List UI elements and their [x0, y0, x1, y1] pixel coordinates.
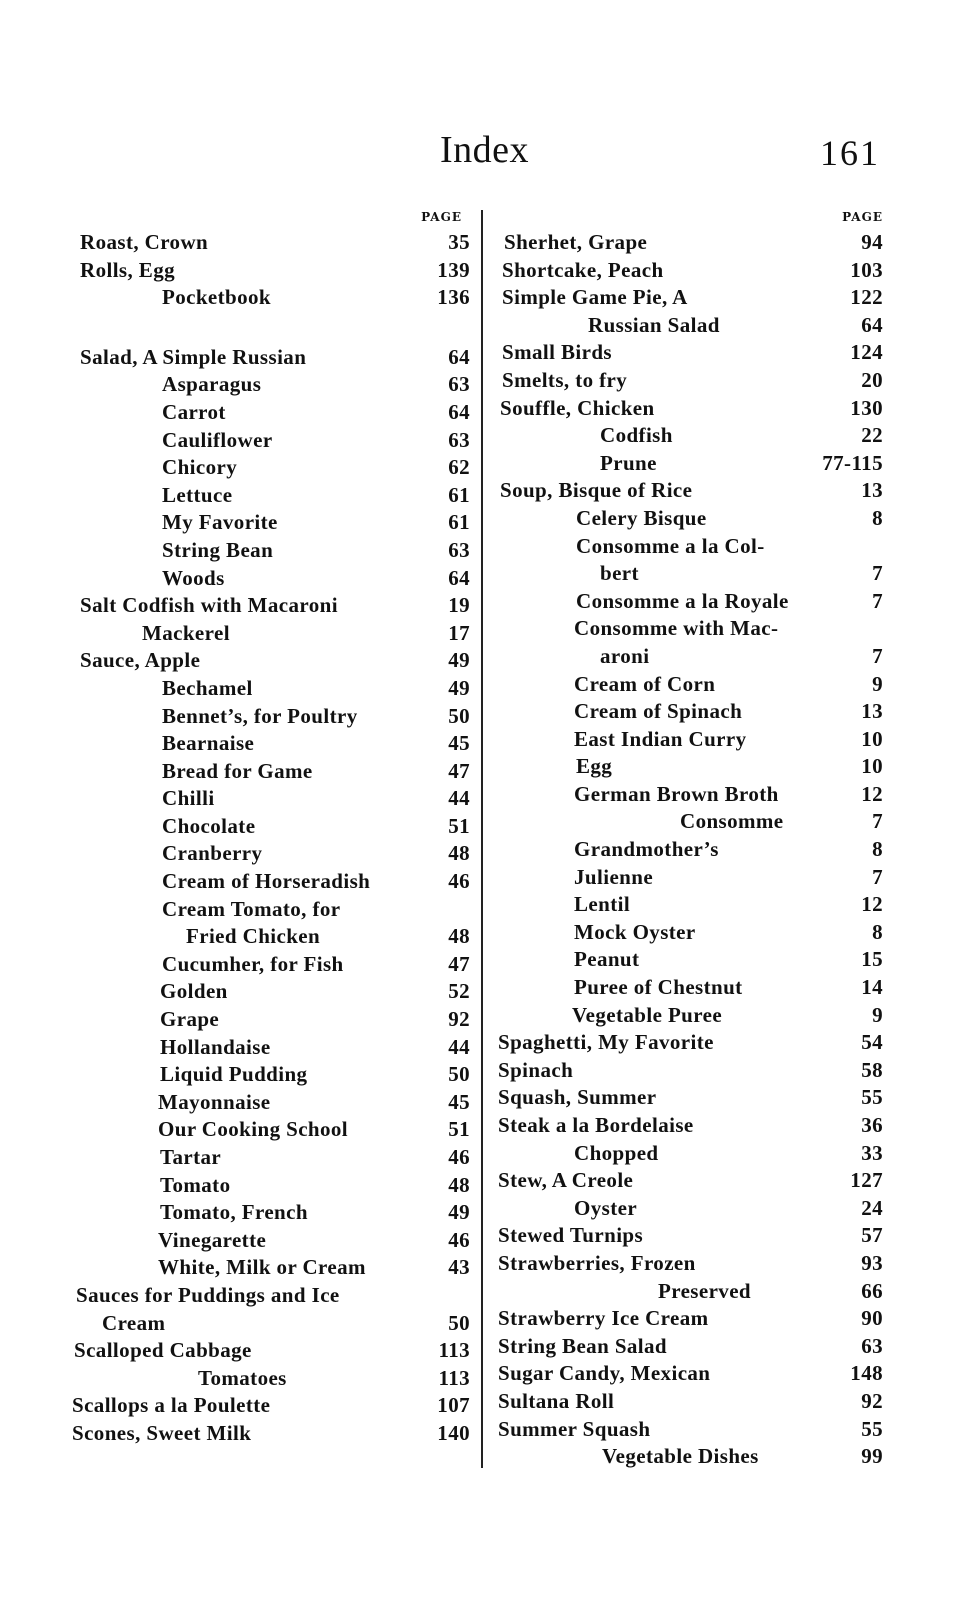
entry-page-number: 61: [448, 510, 470, 535]
entry-text: Golden: [160, 979, 228, 1004]
entry-text: Hollandaise: [160, 1034, 271, 1059]
entry-page-number: 8: [872, 837, 883, 862]
entry-page-number: 44: [448, 786, 470, 811]
entry-page-number: 103: [850, 257, 883, 282]
entry-page-number: 7: [872, 864, 883, 889]
index-entry: [498, 1251, 883, 1279]
index-entry: [80, 648, 470, 676]
entry-text: Tomato: [160, 1172, 231, 1197]
index-entry: [80, 1062, 470, 1090]
entry-page-number: 64: [448, 399, 470, 424]
entry-page-number: 62: [448, 455, 470, 480]
entry-page-number: 43: [448, 1255, 470, 1280]
entry-text: Vegetable Puree: [572, 1002, 723, 1027]
entry-page-number: 61: [448, 482, 470, 507]
entry-page-number: 66: [861, 1278, 883, 1303]
index-entry: [72, 1393, 470, 1421]
index-entry: [498, 1058, 883, 1086]
index-entry: [498, 534, 883, 562]
entry-page-number: 49: [448, 648, 470, 673]
entry-page-number: 63: [448, 372, 470, 397]
index-entry: [74, 1338, 470, 1366]
index-entry: [80, 593, 470, 621]
entry-page-number: 50: [448, 703, 470, 728]
entry-page-number: 19: [448, 593, 470, 618]
index-entry: [80, 869, 470, 897]
entry-text: Cream of Corn: [574, 671, 716, 696]
entry-page-number: 49: [448, 1200, 470, 1225]
entry-page-number: 124: [850, 340, 883, 365]
index-entry: [80, 814, 470, 842]
entry-text: Egg: [576, 754, 613, 779]
index-entry: [498, 368, 883, 396]
entry-text: Rolls, Egg: [80, 257, 176, 282]
entry-page-number: 90: [861, 1306, 883, 1331]
entry-text: Pocketbook: [162, 285, 271, 310]
index-entry: [498, 920, 883, 948]
page-column-header: PAGE: [842, 210, 883, 224]
entry-page-number: 12: [861, 781, 883, 806]
entry-text: Chicory: [162, 455, 238, 480]
entry-text: Simple Game Pie, A: [502, 285, 688, 310]
entry-text: Carrot: [162, 399, 226, 424]
index-entry: [80, 1117, 470, 1145]
index-entry: [498, 1196, 883, 1224]
entry-page-number: 35: [448, 230, 470, 254]
entry-text: Lentil: [574, 892, 631, 917]
entry-text: Cream of Spinach: [574, 699, 743, 724]
entry-page-number: 48: [448, 1172, 470, 1197]
entry-page-number: 20: [861, 367, 883, 392]
index-entry: [498, 616, 883, 644]
index-entry: [80, 1311, 470, 1339]
index-entry: [498, 1030, 883, 1058]
index-entry: [498, 451, 883, 479]
entry-text: Salad, A Simple Russian: [80, 344, 307, 369]
index-entry: [80, 731, 470, 759]
entry-text: Preserved: [658, 1278, 752, 1303]
index-entry: [498, 1113, 883, 1141]
page-number: 161: [820, 133, 880, 173]
entry-text: East Indian Curry: [574, 726, 747, 751]
entry-text: Spinach: [498, 1057, 574, 1082]
entry-text: Sherhet, Grape: [504, 230, 648, 254]
index-entry: [498, 782, 883, 810]
entry-text: Chilli: [162, 786, 215, 811]
entry-page-number: 58: [861, 1057, 883, 1082]
entry-text: Consomme with Mac-: [574, 616, 779, 641]
index-column-left: [72, 210, 470, 1449]
index-entry: [498, 1444, 883, 1472]
index-entry: [80, 1200, 470, 1228]
index-entry: [498, 285, 883, 313]
entry-text: Chocolate: [162, 813, 256, 838]
entry-page-number: 10: [861, 726, 883, 751]
entry-page-number: 140: [437, 1420, 470, 1445]
index-entry: [498, 506, 883, 534]
entry-text: Russian Salad: [588, 312, 720, 337]
section-gap: [80, 313, 470, 345]
entry-text: bert: [600, 561, 639, 586]
index-entry: [498, 809, 883, 837]
index-entry: [80, 786, 470, 814]
entry-text: German Brown Broth: [574, 781, 779, 806]
index-entry: [80, 428, 470, 456]
index-entry: [498, 975, 883, 1003]
index-entry: [80, 510, 470, 538]
entry-text: Celery Bisque: [576, 505, 707, 530]
index-entry: [498, 754, 883, 782]
entry-text: Strawberries, Frozen: [498, 1250, 696, 1275]
entry-text: aroni: [600, 643, 650, 668]
entry-page-number: 36: [861, 1113, 883, 1137]
index-entry: [80, 979, 470, 1007]
entry-text: Chopped: [574, 1140, 659, 1165]
index-column-right: [498, 210, 883, 1472]
index-entry: [80, 372, 470, 400]
entry-text: Oyster: [574, 1195, 638, 1220]
index-entry: [80, 1255, 470, 1283]
entry-page-number: 92: [861, 1388, 883, 1413]
entry-page-number: 24: [861, 1195, 883, 1220]
entry-text: Scallops a la Poulette: [72, 1393, 271, 1418]
index-entry: [498, 1085, 883, 1113]
index-entry: [498, 727, 883, 755]
entry-text: Lettuce: [162, 482, 233, 507]
entry-text: Peanut: [574, 947, 640, 972]
entry-page-number: 45: [448, 731, 470, 756]
entry-page-number: 47: [448, 951, 470, 976]
index-entry: [498, 892, 883, 920]
entry-text: Mackerel: [142, 620, 230, 645]
entry-text: Soup, Bisque of Rice: [500, 478, 693, 503]
entry-page-number: 7: [872, 809, 883, 834]
entry-page-number: 22: [861, 423, 883, 448]
index-entry: [498, 423, 883, 451]
entry-text: Consomme a la Col-: [576, 533, 765, 558]
entry-page-number: 7: [872, 561, 883, 586]
entry-text: Salt Codfish with Macaroni: [80, 593, 338, 618]
entry-page-number: 64: [448, 344, 470, 369]
index-entry: [498, 589, 883, 617]
page-column-header: PAGE: [421, 210, 462, 224]
index-entry: [80, 1090, 470, 1118]
entry-text: Cream: [102, 1310, 166, 1335]
index-entry: [498, 644, 883, 672]
entry-text: Grape: [160, 1007, 220, 1032]
entry-text: Cream of Horseradish: [162, 869, 371, 894]
page-title: Index: [440, 129, 530, 171]
entry-text: White, Milk or Cream: [158, 1255, 366, 1280]
entry-text: Julienne: [574, 864, 654, 889]
entry-page-number: 52: [448, 979, 470, 1004]
index-entry: [80, 538, 470, 566]
entry-page-number: 139: [437, 257, 470, 282]
entry-text: Scones, Sweet Milk: [72, 1420, 252, 1445]
index-entry: [498, 478, 883, 506]
entry-page-number: 7: [872, 588, 883, 613]
entry-text: Sultana Roll: [498, 1388, 615, 1413]
entry-page-number: 45: [448, 1089, 470, 1114]
entry-text: Bearnaise: [162, 731, 255, 756]
entry-text: Small Birds: [502, 340, 613, 365]
entry-page-number: 46: [448, 1145, 470, 1169]
index-entry: [80, 1173, 470, 1201]
entry-text: Cream Tomato, for: [162, 896, 341, 921]
entry-page-number: 48: [448, 924, 470, 949]
entry-page-number: 107: [437, 1393, 470, 1418]
entry-text: Consomme: [680, 809, 784, 834]
entry-page-number: 51: [448, 813, 470, 838]
entry-text: Tomatoes: [198, 1365, 287, 1390]
index-entry: [80, 1145, 470, 1173]
entry-page-number: 9: [872, 671, 883, 696]
index-entry: [72, 1420, 470, 1449]
entry-page-number: 99: [861, 1444, 883, 1469]
entry-text: My Favorite: [162, 510, 278, 535]
entry-text: Squash, Summer: [498, 1085, 657, 1110]
entry-page-number: 8: [872, 919, 883, 944]
index-entry: [80, 676, 470, 704]
index-entry: [80, 230, 470, 258]
entry-text: Stewed Turnips: [498, 1223, 644, 1248]
entry-text: Vinegarette: [158, 1227, 267, 1252]
entry-page-number: 63: [448, 427, 470, 452]
index-entry: [498, 1003, 883, 1031]
entry-text: Summer Squash: [498, 1416, 651, 1441]
entry-page-number: 136: [437, 285, 470, 310]
entry-page-number: 46: [448, 869, 470, 894]
entry-text: String Bean Salad: [498, 1333, 668, 1358]
index-entry: [498, 1223, 883, 1251]
entry-page-number: 51: [448, 1117, 470, 1142]
entry-page-number: 113: [438, 1365, 470, 1390]
entry-text: Roast, Crown: [80, 230, 209, 254]
entry-text: Bennet’s, for Poultry: [162, 703, 358, 728]
entry-text: Tartar: [160, 1145, 222, 1169]
entry-page-number: 9: [872, 1002, 883, 1027]
entry-text: Mayonnaise: [158, 1089, 271, 1114]
index-entry: [498, 230, 883, 258]
index-entry: [80, 285, 470, 313]
entry-text: Vegetable Dishes: [602, 1444, 759, 1469]
index-entry: [498, 1279, 883, 1307]
entry-page-number: 113: [438, 1338, 470, 1363]
entry-page-number: 94: [861, 230, 883, 254]
entry-text: Strawberry Ice Cream: [498, 1306, 709, 1331]
index-entry: [498, 1168, 883, 1196]
index-entry: [80, 258, 470, 286]
index-entry: [80, 704, 470, 732]
entry-text: Prune: [600, 450, 657, 475]
entry-text: String Bean: [162, 537, 274, 562]
entry-page-number: 13: [861, 699, 883, 724]
entry-text: Steak a la Bordelaise: [498, 1113, 694, 1137]
entry-page-number: 93: [861, 1250, 883, 1275]
index-entry: [80, 483, 470, 511]
entry-page-number: 122: [850, 285, 883, 310]
index-entry: [498, 837, 883, 865]
entry-text: Bread for Game: [162, 758, 313, 783]
entry-text: Tomato, French: [160, 1200, 308, 1225]
index-entry: [498, 1334, 883, 1362]
entry-text: Cucumher, for Fish: [162, 951, 344, 976]
index-entry: [80, 455, 470, 483]
entry-page-number: 8: [872, 505, 883, 530]
entry-page-number: 63: [448, 537, 470, 562]
entry-text: Mock Oyster: [574, 919, 696, 944]
entry-text: Our Cooking School: [158, 1117, 349, 1142]
index-entry: [498, 672, 883, 700]
entry-page-number: 13: [861, 478, 883, 503]
index-entry: [80, 841, 470, 869]
entry-text: Sauces for Puddings and Ice: [76, 1282, 340, 1307]
entry-text: Cranberry: [162, 841, 263, 866]
index-entry: [80, 952, 470, 980]
entry-page-number: 57: [861, 1223, 883, 1248]
entry-text: Bechamel: [162, 675, 253, 700]
entry-page-number: 64: [448, 565, 470, 590]
column-divider: [481, 210, 483, 1468]
index-entry: [498, 258, 883, 286]
entry-text: Fried Chicken: [186, 924, 321, 949]
entry-page-number: 55: [861, 1416, 883, 1441]
entry-text: Grandmother’s: [574, 837, 719, 862]
index-entry: [498, 561, 883, 589]
index-entry: [80, 897, 470, 925]
index-entry: [498, 1389, 883, 1417]
entry-page-number: 54: [861, 1030, 883, 1055]
entry-text: Puree of Chestnut: [574, 975, 743, 1000]
entry-text: Stew, A Creole: [498, 1168, 634, 1193]
entry-text: Asparagus: [162, 372, 262, 397]
entry-page-number: 15: [861, 947, 883, 972]
index-entry: [498, 1141, 883, 1169]
entry-page-number: 50: [448, 1310, 470, 1335]
entry-page-number: 44: [448, 1034, 470, 1059]
entry-text: Cauliflower: [162, 427, 273, 452]
entry-page-number: 130: [850, 395, 883, 420]
index-entry: [498, 340, 883, 368]
index-entry: [498, 1417, 883, 1445]
entry-text: Spaghetti, My Favorite: [498, 1030, 714, 1055]
entry-page-number: 33: [861, 1140, 883, 1165]
index-entry: [80, 759, 470, 787]
entry-page-number: 47: [448, 758, 470, 783]
entry-page-number: 12: [861, 892, 883, 917]
index-entry: [80, 566, 470, 594]
index-entry: [76, 1282, 470, 1311]
entry-page-number: 48: [448, 841, 470, 866]
index-entry: [498, 865, 883, 893]
entry-page-number: 64: [861, 312, 883, 337]
entry-page-number: 10: [861, 754, 883, 779]
index-entry: [498, 947, 883, 975]
index-entry: [498, 1361, 883, 1389]
index-entry: [498, 1306, 883, 1334]
index-entry: [80, 621, 470, 649]
entry-text: Shortcake, Peach: [502, 257, 664, 282]
entry-page-number: 127: [850, 1168, 883, 1193]
index-entry: [498, 313, 883, 341]
entry-text: Smelts, to fry: [502, 367, 628, 392]
entry-text: Sugar Candy, Mexican: [498, 1361, 711, 1386]
index-entry: [498, 699, 883, 727]
entry-page-number: 7: [872, 643, 883, 668]
entry-page-number: 92: [448, 1007, 470, 1032]
index-entry: [498, 396, 883, 424]
entry-page-number: 77-115: [822, 450, 883, 475]
entry-page-number: 55: [861, 1085, 883, 1110]
entry-text: Liquid Pudding: [160, 1062, 308, 1087]
entry-text: Consomme a la Royale: [576, 588, 789, 613]
entry-text: Sauce, Apple: [80, 648, 201, 673]
entry-page-number: 14: [861, 975, 883, 1000]
index-entry: [80, 345, 470, 373]
entry-page-number: 50: [448, 1062, 470, 1087]
entry-page-number: 148: [850, 1361, 883, 1386]
index-entry: [80, 400, 470, 428]
entry-page-number: 17: [448, 620, 470, 645]
entry-page-number: 46: [448, 1227, 470, 1252]
index-entry: [80, 1366, 470, 1394]
entry-text: Woods: [162, 565, 225, 590]
index-entry: [80, 1228, 470, 1256]
index-entry: [80, 1035, 470, 1063]
entry-page-number: 49: [448, 675, 470, 700]
index-entry: [80, 1007, 470, 1035]
entry-text: Souffle, Chicken: [500, 395, 655, 420]
index-entry: [80, 924, 470, 952]
entry-text: Scalloped Cabbage: [74, 1338, 252, 1363]
entry-text: Codfish: [600, 423, 673, 448]
entry-page-number: 63: [861, 1333, 883, 1358]
